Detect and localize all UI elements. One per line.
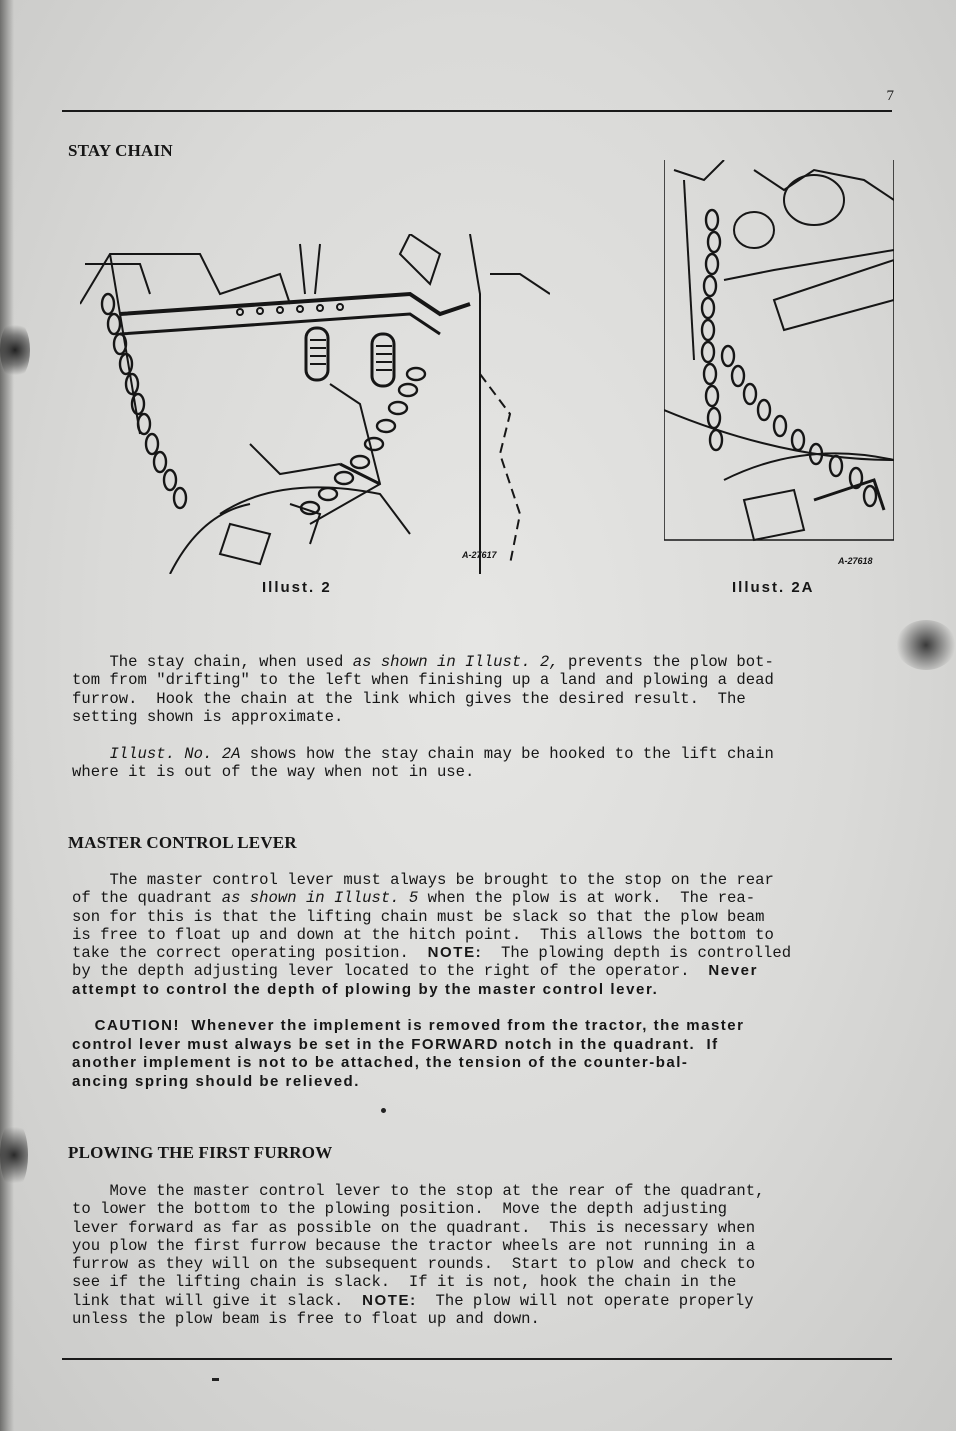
bottom-rule (62, 1358, 892, 1360)
illustration-stay-chain-hooked (664, 160, 894, 570)
figure-caption: Illust. 2A (732, 579, 815, 596)
page-number: 7 (886, 88, 894, 104)
section-heading-first-furrow: PLOWING THE FIRST FURROW (68, 1143, 333, 1162)
figure-caption: Illust. 2 (262, 579, 332, 596)
section-heading-stay-chain: STAY CHAIN (68, 141, 173, 160)
figure-code: A-27617 (462, 550, 497, 560)
ink-smudge (0, 1120, 28, 1190)
ink-dot (212, 1378, 219, 1381)
caution-paragraph: CAUTION! Whenever the implement is removed from the tractor, the master control lever must always be set in the FORWARD notch in the quadrant. If another implement is not to be attached, the tension of the counter-bal- ancing spring should be relieved. (72, 1017, 745, 1090)
paragraph: Move the master control lever to the stop at the rear of the quadrant, to lower the bottom to the plowing position. Move the depth adjusting lever forward as far as possible on the quadrant. This is necessary when you plow the first furrow because the tractor wheels are not running in a furrow as they will on the subsequent rounds. Start to plow and check to see if the lifting chain is slack. If it is not, hook the chain in the link that will give it slack. NOTE: The plow will not operate properly unless the plow beam is free to float up and down. (72, 1182, 765, 1329)
binding-shadow (0, 0, 14, 1431)
ink-smudge (896, 620, 956, 670)
paragraph: The master control lever must always be brought to the stop on the rear of the quadrant as shown in Illust. 5 when the plow is at work. The rea- son for this is that the lifting chain must be slack so that the plow beam is free to float up and down at the hitch point. This allows the bottom to take the correct operating position. NOTE: The plowing depth is controlled by the depth adjusting lever located to the right of the operator. Never attempt to control the depth of plowing by the master control lever. (72, 871, 792, 998)
paragraph: The stay chain, when used as shown in Illust. 2, prevents the plow bot- tom from "drifting" to the left when finishing up a land and plowing a dead furrow. Hook the chain at the link which gives the desired result. The setting shown is approximate. (72, 653, 774, 726)
figure-code: A-27618 (838, 556, 873, 566)
top-rule (62, 110, 892, 112)
section-heading-master-control-lever: MASTER CONTROL LEVER (68, 833, 297, 852)
ink-smudge (0, 320, 30, 380)
ink-dot (381, 1108, 386, 1113)
paragraph: Illust. No. 2A shows how the stay chain may be hooked to the lift chain where it is out of the way when not in use. (72, 745, 774, 782)
illustration-stay-chain (80, 234, 550, 574)
